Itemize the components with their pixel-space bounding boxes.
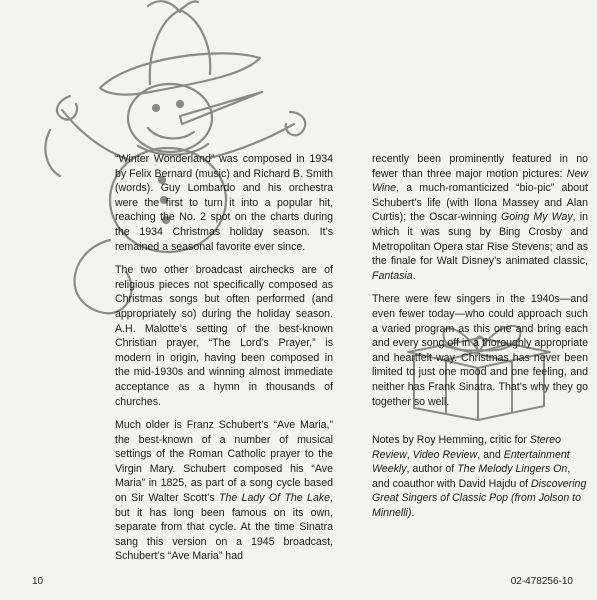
notes-text: , and — [477, 448, 504, 461]
film-title: Fantasia — [372, 269, 413, 282]
notes-credit — [372, 433, 588, 521]
paragraph-text: , in which it was sung by Bing Crosby and Metropolitan Opera star Rise Stevens; and as the finale for Walt Disney’s animated classic, — [372, 211, 588, 268]
book-title: Discovering Great Singers of Classic Pop (from Jolson to Minnelli) — [372, 477, 587, 519]
paragraph-text: , but it has long been famous on its own, separate from that cycle. At the time Sinatra sang this version on a 1945 broadcast, Schubert’s “Ave Maria” had — [115, 492, 333, 563]
film-title: Going My Way — [500, 211, 573, 224]
catalog-number: 02-478256-10 — [510, 576, 573, 587]
paragraph-text: , a much-romanticized “bio-pic” about Schubert’s life (with Ilona Massey and Alan Curtis); the Oscar-winning — [372, 182, 588, 224]
ave-maria-paragraph — [115, 418, 333, 564]
right-text-column — [372, 152, 588, 418]
book-title: The Lady Of The Lake — [218, 492, 331, 505]
notes-text: , author of — [406, 463, 458, 476]
notes-text: , — [406, 448, 413, 461]
publication-title: Video Review — [412, 448, 478, 461]
publication-title: Entertainment Weekly — [372, 448, 570, 476]
airchecks-paragraph: The two other broadcast airchecks are of religious pieces not specifically composed as Christmas songs but often performed (and appropriately so) during the holiday season. A.H. Malotte’s setting of the best-known Christian prayer, “The Lord’s Prayer,” is modern in origin, having been composed in the mid-1930s and winning almost immediate acceptance as a hymn in thousands of churches. — [115, 264, 333, 408]
paragraph-text: . — [412, 269, 416, 282]
publication-title: Stereo Review — [372, 434, 561, 461]
paragraph-text: Much older is Franz Schubert’s “Ave Maria,” the best-known of a number of musical settings of the Roman Catholic prayer to the Virgin Mary. Schubert composed his “Ave Maria” in 1825, as part of a song cycle based on Sir Walter Scott’s — [115, 419, 333, 505]
paragraph-text: recently been prominently featured in no fewer than three major motion pictures: — [372, 153, 588, 180]
notes-text: , and coauthor with David Hajdu of — [372, 463, 571, 490]
film-title: New Wine — [372, 167, 588, 195]
book-title: The Melody Lingers On — [457, 463, 568, 476]
motion-pictures-paragraph — [372, 152, 588, 283]
page-number: 10 — [32, 576, 44, 587]
closing-paragraph: There were few singers in the 1940s—and even fewer today—who could approach such a varied program as this one and bring each and every song off in a thoroughly appropriate and heartfelt way. Christmas has never been limited to just one mood and one feeling, and neither has Frank Sinatra. That’s why they go together so well. — [372, 293, 588, 408]
notes-paragraph — [372, 433, 588, 521]
notes-text: . — [411, 506, 415, 519]
notes-text: Notes by Roy Hemming, critic for — [372, 434, 530, 446]
winter-wonderland-paragraph: “Winter Wonderland” was composed in 1934 by Felix Bernard (music) and Richard B. Smith (words). Guy Lombardo and his orchestra were the first to turn it into a popular hit, reaching the No. 2 spot on the charts during the 1934 Christmas holiday season. It’s remained a seasonal favorite ever since. — [115, 153, 333, 253]
left-text-column — [115, 152, 333, 573]
